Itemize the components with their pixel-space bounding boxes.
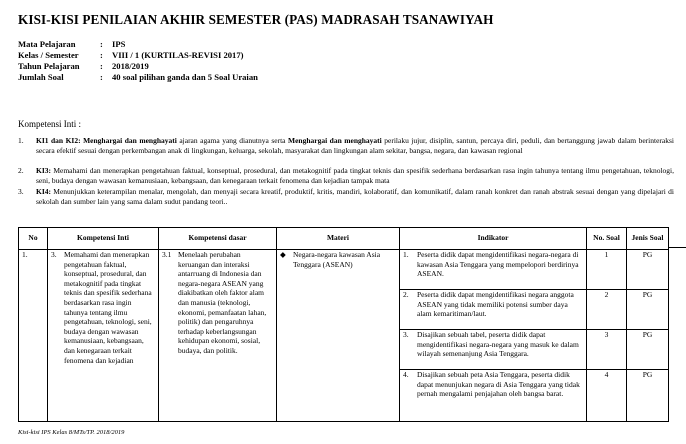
meta-label: Kelas / Semester — [18, 50, 79, 60]
cell-jenis-soal: PG — [627, 290, 669, 330]
cell-row-number — [19, 250, 48, 422]
ki-number: 2. — [18, 166, 24, 175]
indikator-number: 1. — [403, 250, 409, 259]
indikator-number: 4. — [403, 370, 409, 379]
cell-jenis-soal: PG — [627, 250, 669, 290]
indikator-text: Disajikan sebuah tabel, peserta didik dapat mengidentifikasi negara-negara yang masuk ke dalam wilayah semenanjung Asia Tenggara. — [417, 330, 579, 359]
meta-value: IPS — [112, 39, 126, 49]
ki-bold: KI3: — [36, 166, 51, 175]
ki-body: ajaran agama yang dianutnya serta — [176, 136, 288, 145]
cell-indikator — [400, 330, 587, 370]
indikator-text: Peserta didik dapat mengidentifikasi negara anggota ASEAN yang tidak memiliki potensi sumber daya alam kemaritiman/laut. — [417, 290, 574, 319]
meta-row-kelas — [18, 50, 258, 61]
meta-value: 40 soal pilihan ganda dan 5 Soal Uraian — [112, 72, 258, 82]
ki-entry — [51, 250, 155, 365]
ki-item-1 — [18, 136, 674, 156]
cell-no-soal: 4 — [587, 370, 627, 422]
col-header-kompetensi-inti: Kompetensi Inti — [48, 228, 159, 250]
ki-number: 1. — [18, 136, 24, 145]
cell-kompetensi-inti — [48, 250, 159, 422]
cell-indikator — [400, 250, 587, 290]
ki-item-3 — [18, 187, 674, 207]
col-header-materi: Materi — [277, 228, 400, 250]
cell-no-soal: 2 — [587, 290, 627, 330]
cell-no-soal: 1 — [587, 250, 627, 290]
kd-entry-number: 3.1 — [162, 250, 172, 259]
meta-separator: : — [100, 72, 103, 82]
ki-bold: Menghargai dan menghayati — [288, 136, 382, 145]
kompetensi-inti-heading: Kompetensi Inti : — [18, 119, 81, 129]
cell-materi — [277, 250, 400, 422]
cell-jenis-soal: PG — [627, 370, 669, 422]
meta-separator: : — [100, 61, 103, 71]
meta-label: Tahun Pelajaran — [18, 61, 80, 71]
col-header-jenis-soal: Jenis Soal — [627, 228, 669, 250]
indikator-number: 3. — [403, 330, 409, 339]
cell-no-soal: 3 — [587, 330, 627, 370]
document-title: KISI-KISI PENILAIAN AKHIR SEMESTER (PAS) MADRASAH TSANAWIYAH — [18, 12, 494, 27]
col-header-no: No — [19, 228, 48, 250]
col-header-indikator: Indikator — [400, 228, 587, 250]
meta-label: Jumlah Soal — [18, 72, 64, 82]
ki-bold: KI4: — [36, 187, 51, 196]
kd-entry-text: Menelaah perubahan keruangan dan interaksi antarruang di Indonesia dan negara-negara ASEAN yang diakibatkan oleh faktor alam dan manusia (teknologi, ekonomi, pemanfaatan lahan, politik) dan pengaruhnya terhadap keberlangsungan kehidupan ekonomi, sosial, budaya, dan politik. — [178, 250, 267, 355]
meta-row-tahun — [18, 61, 258, 72]
document-meta — [18, 39, 258, 83]
cell-jenis-soal: PG — [627, 330, 669, 370]
col-header-kompetensi-dasar: Kompetensi dasar — [159, 228, 277, 250]
meta-value: VIII / 1 (KURTILAS-REVISI 2017) — [112, 50, 244, 60]
ki-body: Menunjukkan keterampilan menalar, mengolah, dan menyaji secara kreatif, produktif, kritis, mandiri, kolaboratif, dan komunikatif, dalam ranah konkret dan ranah abstrak sesuai dengan yang dipelajari di sekolah dan sumber lain yang sama dalam sudut pandang teori.. — [36, 187, 674, 206]
cell-indikator — [400, 370, 587, 422]
ki-bold: KI1 dan KI2: Menghargai dan menghayati — [36, 136, 177, 145]
meta-row-mapel — [18, 39, 258, 50]
indikator-text: Peserta didik dapat mengidentifikasi negara-negara di kawasan Asia Tenggara yang mempelopori berdirinya ASEAN. — [417, 250, 579, 279]
ki-body: Memahami dan menerapkan pengetahuan faktual, konseptual, prosedural, dan metakognitif pada tingkat teknis dan spesifik sederhana berdasarkan rasa ingin tahunya tentang ilmu pengetahuan, teknologi, seni, budaya dengan wawasan kemanusiaan, kebangsaan, dan kenegaraan terkait fenomena dan kejadian tampak mata — [36, 166, 674, 185]
meta-separator: : — [100, 50, 103, 60]
page-footer: Kisi-kisi IPS Kelas 8/MTs/TP. 2018/2019 — [18, 429, 125, 436]
ki-number: 3. — [18, 187, 24, 196]
meta-separator: : — [100, 39, 103, 49]
ki-text — [36, 187, 674, 207]
ki-body: perilaku jujur, disiplin, santun, percaya diri, peduli, dan bertanggung jawab dalam berinteraksi secara efektif sesuai dengan perkembangan anak di lingkungan, keluarga, sekolah, masyarakat dan lingkungan alam sekitar, bangsa, negara, dan kawasan regional — [36, 136, 674, 155]
meta-value: 2018/2019 — [112, 61, 149, 71]
bullet-diamond-icon: ◆ — [280, 250, 286, 259]
meta-row-jumlah — [18, 72, 258, 83]
table-header-row — [19, 228, 669, 250]
table-row — [19, 250, 669, 290]
table-edge-line — [668, 247, 686, 248]
ki-text — [36, 136, 674, 156]
kd-entry — [162, 250, 273, 356]
materi-entry — [280, 250, 396, 269]
ki-entry-number: 3. — [51, 250, 57, 259]
meta-label: Mata Pelajaran — [18, 39, 76, 49]
ki-text — [36, 166, 674, 186]
cell-indikator — [400, 290, 587, 330]
indikator-text: Disajikan sebuah peta Asia Tenggara, peserta didik dapat menunjukan negara di Asia Tenggara yang tidak pernah mengalami penjajahan oleh bangsa barat. — [417, 370, 580, 399]
cell-kompetensi-dasar — [159, 250, 277, 422]
row-number: 1. — [22, 250, 28, 259]
materi-text: Negara-negara kawasan Asia Tenggara (ASEAN) — [293, 250, 381, 269]
ki-item-2 — [18, 166, 674, 186]
col-header-no-soal: No. Soal — [587, 228, 627, 250]
ki-entry-text: Memahami dan menerapkan pengetahuan faktual, konseptual, prosedural, dan metakognitif pada tingkat teknis dan spesifik sederhana berdasarkan rasa ingin tahunya tentang ilmu pengetahuan, teknologi, seni, budaya dengan wawasan kemanusiaan, kebangsaan, dan kenegaraan terkait fenomena dan kejadian — [64, 250, 152, 365]
kisi-kisi-table — [18, 227, 669, 422]
indikator-number: 2. — [403, 290, 409, 299]
